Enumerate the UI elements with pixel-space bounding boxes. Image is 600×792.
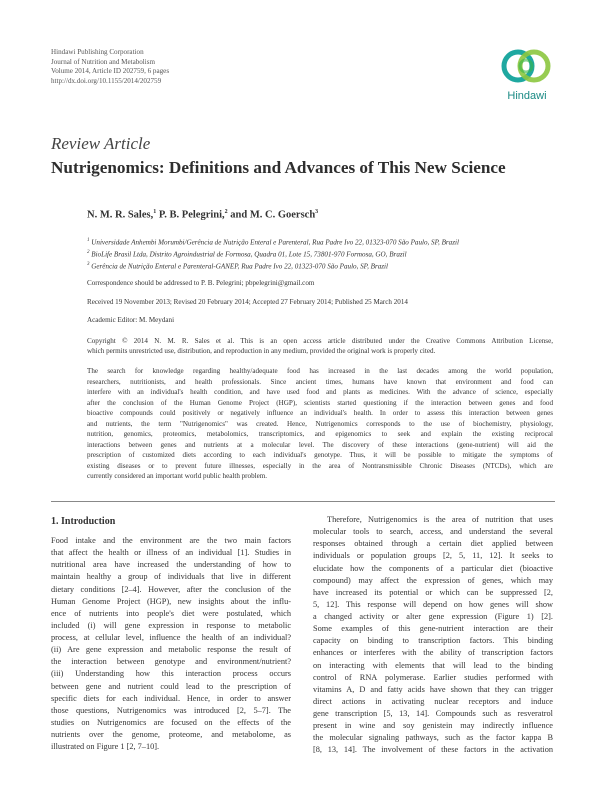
author-affil-mark: 2 (224, 209, 228, 215)
body-line: enhances or interferes with the ability of transcription factors (313, 648, 553, 658)
body-line: elucidate how the components of a particular diet (bioactive (313, 563, 553, 573)
body-line: included (i) will gene expression in response to metabolic (51, 620, 291, 630)
body-line: vitamins A, D and fatty acids have shown that they can trigger (313, 684, 553, 694)
abstract-line: interfere with an individual's health condition, and have used food and plants as medicines. With the advance of science, especially (87, 388, 553, 396)
body-line: (iii) Understanding how this interaction process occurs (51, 669, 291, 679)
author-affil-mark: 1 (153, 209, 157, 215)
affiliation-mark: 3 (87, 261, 90, 267)
body-line: molecular tools to search, access, and understand the several (313, 527, 553, 537)
body-line: [8, 13, 14]. The involvement of these factors in the activation (313, 745, 553, 755)
abstract-line: existing diseases or to prevent future illnesses, especially in the area of Nontransmissible Chronic Diseases (NTCDs), which are (87, 461, 553, 470)
body-line: compound) may affect the expression of genes, which may (313, 575, 553, 585)
body-line: dietary conditions [2–4]. However, after the conclusion of the (51, 584, 291, 594)
author-name: P. B. Pelegrini, (156, 209, 225, 221)
affiliation-text: BioLife Brasil Ltda, Distrito Agroindustrial de Formosa, Quadra 01, Lote 15, 73801-970 Formosa, GO, Brazil (89, 250, 407, 259)
body-line: on interacting with elements that will lead to the binding (313, 660, 553, 670)
body-line: present in wine and soy genistein may indirectly influence (313, 721, 553, 731)
hindawi-logo-icon (496, 44, 556, 90)
body-line: Therefore, Nutrigenomics is the area of nutrition that uses (327, 515, 553, 524)
abstract-line: after the conclusion of the Human Genome Project (HGP), scientists started questioning if the interaction between genes and food (87, 398, 553, 407)
affiliation-text: Universidade Anhembi Morumbi/Gerência de Nutrição Enteral e Parenteral, Rua Padre Ivo 22, 01323-070 São Paulo, SP, Brazil (89, 238, 459, 247)
hindawi-logo-text: Hindawi (507, 90, 547, 102)
body-line: responses obtained through a certain diet applied between (313, 539, 553, 549)
affiliation-mark: 1 (87, 238, 90, 243)
abstract-line: prescription of customized diets according to each individual's genotype. Thus, it will be possible to mitigate the symptoms of (87, 451, 553, 459)
publication-dates: Received 19 November 2013; Revised 20 February 2014; Accepted 27 February 2014; Published 25 March 2014 (87, 298, 408, 306)
body-line: process, at cellular level, influence the health of an individual? (51, 633, 291, 642)
author-list (87, 209, 318, 221)
copyright-line: Copyright © 2014 N. M. R. Sales et al. This is an open access article distributed under the Creative Commons Attribution License, (87, 337, 553, 345)
body-line: the interaction between genotype and environment/nutrient? (51, 657, 291, 667)
body-line: nutrients over the genome, proteome, and metabolome, as (51, 730, 291, 739)
abstract-line: researchers, nutritionists, and health professionals. Since ancient times, humans have known that environment and food can (87, 377, 553, 386)
publication-info (51, 48, 169, 86)
affiliation-text: Gerência de Nutrição Enteral e Parenteral-GANEP, Rua Padre Ivo 22, 01323-070 São Paulo, SP, Brazil (89, 262, 388, 271)
doi-link[interactable]: http://dx.doi.org/10.1155/2014/202759 (51, 76, 162, 85)
abstract-line: nutrition, genomics, proteomics, metabolomics, transcriptomics, and epigenomics to seek and explain the existing reciprocal (87, 430, 553, 438)
body-line: a changed activity or alter gene expression (Figure 1) [2]. (313, 612, 553, 621)
body-line: illustrated on Figure 1 [2, 7–10]. (51, 742, 160, 752)
body-line: gene transcription [5, 13, 14]. Compounds such as resveratrol (313, 709, 553, 718)
academic-editor: Academic Editor: M. Meydani (87, 316, 175, 324)
affiliation-list (87, 236, 459, 272)
hindawi-logo (496, 44, 556, 108)
body-line: 5, 12]. This response will depend on how genes will show (313, 599, 553, 609)
affiliation (87, 260, 459, 272)
body-line: have increased its potential or which can be suppressed [2, (313, 587, 553, 597)
body-line: maintain healthy a group of individuals that live in different (51, 572, 291, 582)
body-line: those questions, Nutrigenomics was introduced [2, 5–7]. The (51, 705, 291, 715)
author-affil-mark: 3 (315, 209, 319, 215)
body-line: Food intake and the environment are the two main factors (51, 536, 291, 545)
affiliation-mark: 2 (87, 249, 90, 255)
abstract-line: currently considered an important world public health problem. (87, 472, 268, 480)
body-line: the molecular signaling pathways, such as the factor kappa B (313, 733, 553, 743)
article-title: Nutrigenomics: Definitions and Advances of This New Science (51, 158, 506, 177)
abstract (87, 366, 553, 482)
volume-info: Volume 2014, Article ID 202759, 6 pages (51, 67, 170, 76)
author-name: and M. C. Goersch (227, 209, 316, 221)
body-line: (ii) Are gene expression and metabolic response the result of (51, 645, 291, 655)
affiliation (87, 248, 459, 260)
body-line: control of RNA polymerase. Earlier studies performed with (313, 672, 553, 682)
affiliation (87, 236, 459, 248)
copyright-notice (87, 336, 553, 357)
body-line: studies on Nutrigenomics are focused on the effects of the (51, 717, 291, 727)
body-column-right (313, 514, 553, 757)
body-column-left (51, 535, 291, 753)
body-line: specific diets for each individual. Hence, in order to answer (51, 693, 291, 703)
body-line: direct actions in activating nuclear receptors and induce (313, 696, 553, 706)
body-line: Human Genome Project (HGP), new insights about the influ- (51, 596, 291, 606)
publisher-name: Hindawi Publishing Corporation (51, 48, 144, 56)
copyright-line: which permits unrestricted use, distribution, and reproduction in any medium, provided the original work is properly cited. (87, 347, 436, 356)
article-type: Review Article (51, 134, 151, 153)
abstract-line: bioactive compounds could positively or negatively influence an individual's health. In order to assess this interaction between genes (87, 409, 553, 417)
body-line: ence of nutrients into people's diet were postulated, which (51, 608, 291, 618)
section-divider (51, 501, 555, 502)
body-line: individuals or population groups [2, 5, 11, 12]. It seeks to (313, 551, 553, 561)
abstract-line: and nutrients, the term "Nutrigenomics" was created. Hence, Nutrigenomics corresponds to the use of biochemistry, physiology, (87, 419, 553, 428)
body-line: that affect the health or illness of an individual [1]. Studies in (51, 548, 291, 558)
body-line: capacity on binding to transcription factors. This binding (313, 636, 553, 646)
abstract-line: The search for knowledge regarding healthy/adequate food has increased in the last decades among the world population, (87, 367, 553, 375)
author-name: N. M. R. Sales, (87, 209, 154, 221)
body-line: between gene and nutrient could lead to the prescription of (51, 681, 291, 691)
body-line: Some examples of this gene-nutrient interaction are their (313, 624, 553, 634)
body-line: nutritional area have increased the understanding of how to (51, 560, 291, 570)
abstract-line: interactions between genes and nutrients at a molecular level. The discovery of these interactions (gene-nutrient) will aid the (87, 440, 553, 449)
correspondence: Correspondence should be addressed to P. B. Pelegrini; pbpelegrini@gmail.com (87, 279, 315, 287)
section-heading: 1. Introduction (51, 516, 116, 527)
journal-name: Journal of Nutrition and Metabolism (51, 57, 156, 66)
